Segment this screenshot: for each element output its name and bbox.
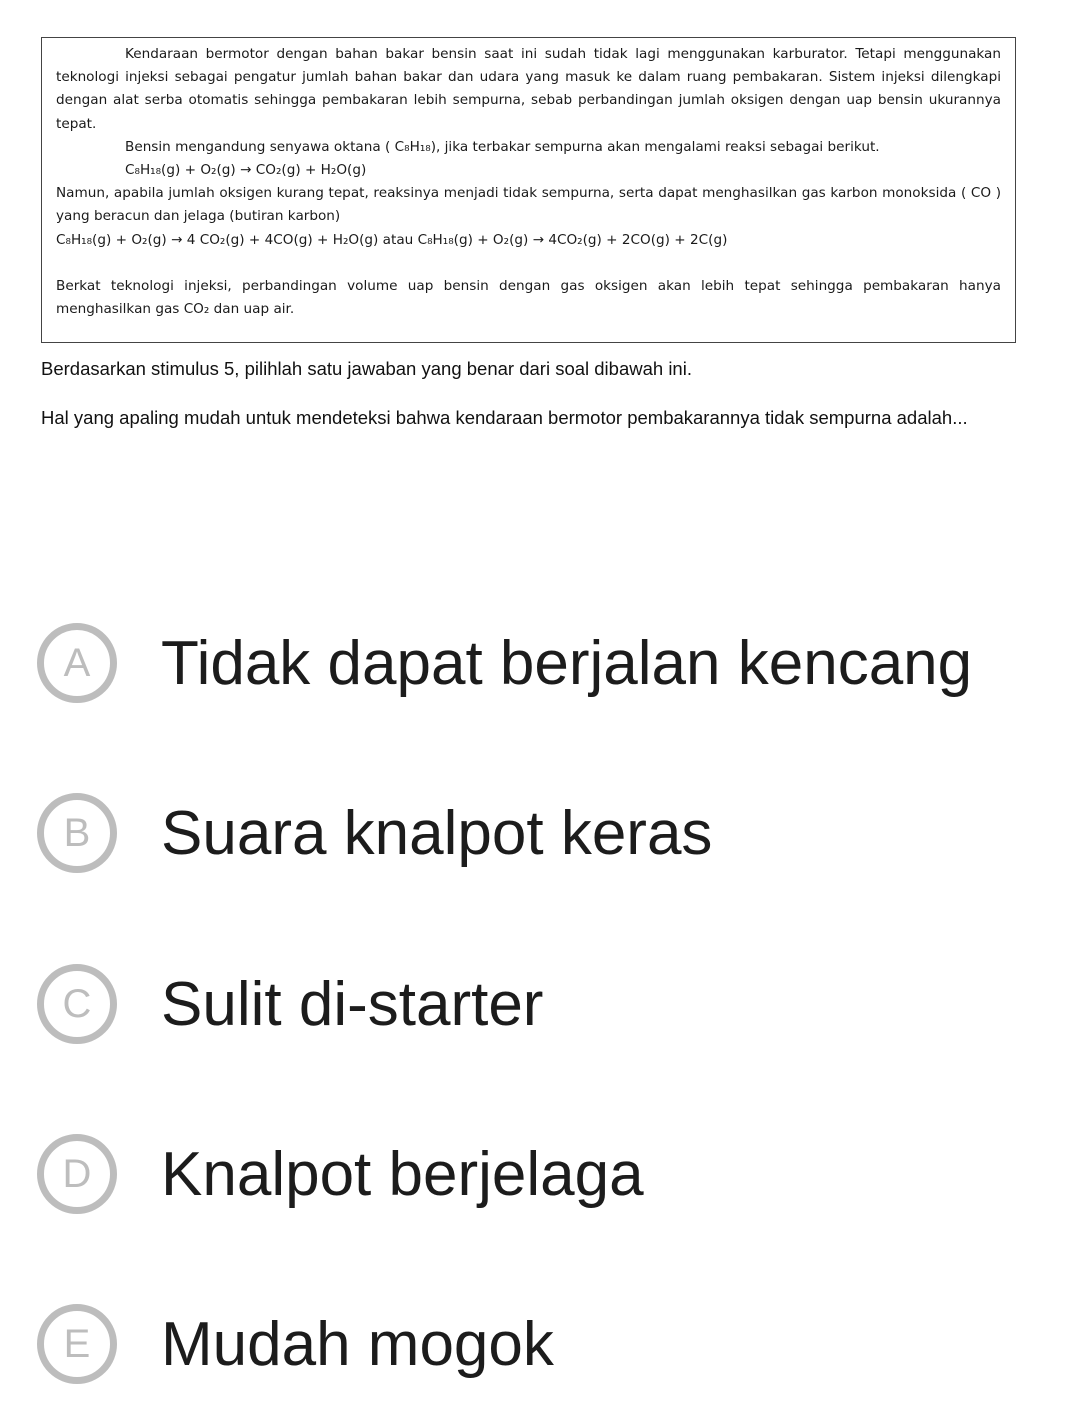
stimulus-paragraph-4: Berkat teknologi injeksi, perbandingan volume uap bensin dengan gas oksigen akan lebih tepat sehingga pembakaran hanya menghasilkan gas CO₂ dan uap air. [56,277,1001,318]
option-d[interactable] [37,1128,1037,1220]
option-b-label: Suara knalpot keras [161,798,713,868]
option-d-label: Knalpot berjelaga [161,1139,644,1209]
option-d-letter-circle: D [37,1134,117,1214]
option-a[interactable] [37,617,1037,709]
option-c[interactable] [37,958,1037,1050]
option-a-letter-circle: A [37,623,117,703]
stimulus-paragraph-2: Bensin mengandung senyawa oktana ( C₈H₁₈), jika terbakar sempurna akan mengalami reaksi sebagai berikut. [125,138,880,155]
stimulus-paragraph-3: Namun, apabila jumlah oksigen kurang tepat, reaksinya menjadi tidak sempurna, serta dapat menghasilkan gas karbon monoksida ( CO ) yang beracun dan jelaga (butiran karbon) [56,185,1001,225]
option-c-label: Sulit di-starter [161,969,544,1039]
equation-incomplete-combustion: C₈H₁₈(g) + O₂(g) → 4 CO₂(g) + 4CO(g) + H₂O(g) atau C₈H₁₈(g) + O₂(g) → 4CO₂(g) + 2CO(g) + 2C(g) [56,231,728,248]
equation-complete-combustion: C₈H₁₈(g) + O₂(g) → CO₂(g) + H₂O(g) [125,162,367,179]
option-e-label: Mudah mogok [161,1309,554,1379]
stimulus-box [41,37,1016,343]
option-c-letter-circle: C [37,964,117,1044]
option-e[interactable] [37,1298,1037,1390]
spacer [56,252,1001,275]
stimulus-paragraph-1: Kendaraan bermotor dengan bahan bakar bensin saat ini sudah tidak lagi menggunakan karburator. Tetapi menggunakan teknologi injeksi sebagai pengatur jumlah bahan bakar dan udara yang masuk ke dalam ruang pembakaran. Sistem injeksi dilengkapi dengan alat serba otomatis sehingga pembakaran lebih sempurna, sebab perbandingan jumlah oksigen dengan uap bensin ukurannya tepat. [56,46,1001,132]
option-e-letter-circle: E [37,1304,117,1384]
option-b[interactable] [37,787,1037,879]
option-a-label: Tidak dapat berjalan kencang [161,628,973,698]
option-b-letter-circle: B [37,793,117,873]
instruction-text: Berdasarkan stimulus 5, pilihlah satu jawaban yang benar dari soal dibawah ini. [41,358,692,379]
question-text: Hal yang apaling mudah untuk mendeteksi bahwa kendaraan bermotor pembakarannya tidak sempurna adalah... [41,407,968,428]
